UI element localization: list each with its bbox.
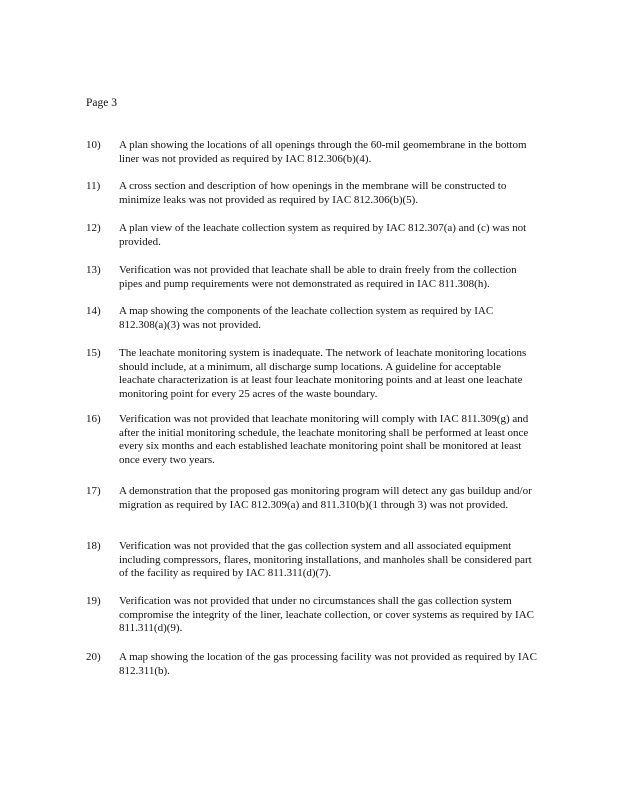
item-number: 20) (86, 651, 101, 663)
list-item (86, 139, 546, 166)
item-number: 16) (86, 413, 101, 425)
item-number: 19) (86, 595, 101, 607)
item-text: A cross section and description of how openings in the membrane will be constructed to minimize leaks was not provided as required by IAC 812.306(b)(5). (119, 180, 507, 206)
item-text: A map showing the components of the leachate collection system as required by IAC 812.308(a)(3) was not provided. (119, 305, 494, 331)
item-number: 17) (86, 485, 101, 497)
list-item (86, 222, 546, 249)
item-number: 18) (86, 540, 101, 552)
item-number: 10) (86, 139, 101, 151)
item-number: 13) (86, 264, 101, 276)
list-item (86, 264, 546, 291)
list-item (86, 180, 546, 207)
list-item (86, 305, 546, 332)
list-item (86, 413, 546, 467)
item-number: 15) (86, 347, 101, 359)
item-number: 11) (86, 180, 101, 192)
list-item (86, 651, 546, 678)
list-item (86, 595, 546, 636)
item-text: Verification was not provided that under no circumstances shall the gas collection system compromise the integrity of the liner, leachate collection, or cover systems as required by IAC 811.311(d)(9). (119, 595, 534, 634)
page-number: Page 3 (86, 97, 117, 109)
item-text: The leachate monitoring system is inadequate. The network of leachate monitoring locations should include, at a minimum, all discharge sump locations. A guideline for acceptable leachate characterization is at least four leachate monitoring points and at least one leachate monitoring point for every 25 acres of the waste boundary. (119, 347, 527, 400)
item-number: 14) (86, 305, 101, 317)
item-text: Verification was not provided that leachate monitoring will comply with IAC 811.309(g) and after the initial monitoring schedule, the leachate monitoring shall be performed at least once every six months and each established leachate monitoring point shall be monitored at least once every two years. (119, 413, 529, 466)
item-text: Verification was not provided that leachate shall be able to drain freely from the collection pipes and pump requirements were not demonstrated as required in IAC 811.308(h). (119, 264, 517, 290)
item-text: A demonstration that the proposed gas monitoring program will detect any gas buildup and/or migration as required by IAC 812.309(a) and 811.310(b)(1 through 3) was not provided. (119, 485, 532, 511)
item-text: A plan view of the leachate collection system as required by IAC 812.307(a) and (c) was not provided. (119, 222, 527, 248)
item-text: Verification was not provided that the gas collection system and all associated equipment including compressors, flares, monitoring installations, and manholes shall be considered part of the facility as required by IAC 811.311(d)(7). (119, 540, 532, 579)
item-number: 12) (86, 222, 101, 234)
list-item (86, 540, 546, 581)
item-text: A plan showing the locations of all openings through the 60-mil geomembrane in the bottom liner was not provided as required by IAC 812.306(b)(4). (119, 139, 527, 165)
list-item (86, 347, 546, 401)
list-item (86, 485, 546, 512)
item-text: A map showing the location of the gas processing facility was not provided as required by IAC 812.311(b). (119, 651, 537, 677)
